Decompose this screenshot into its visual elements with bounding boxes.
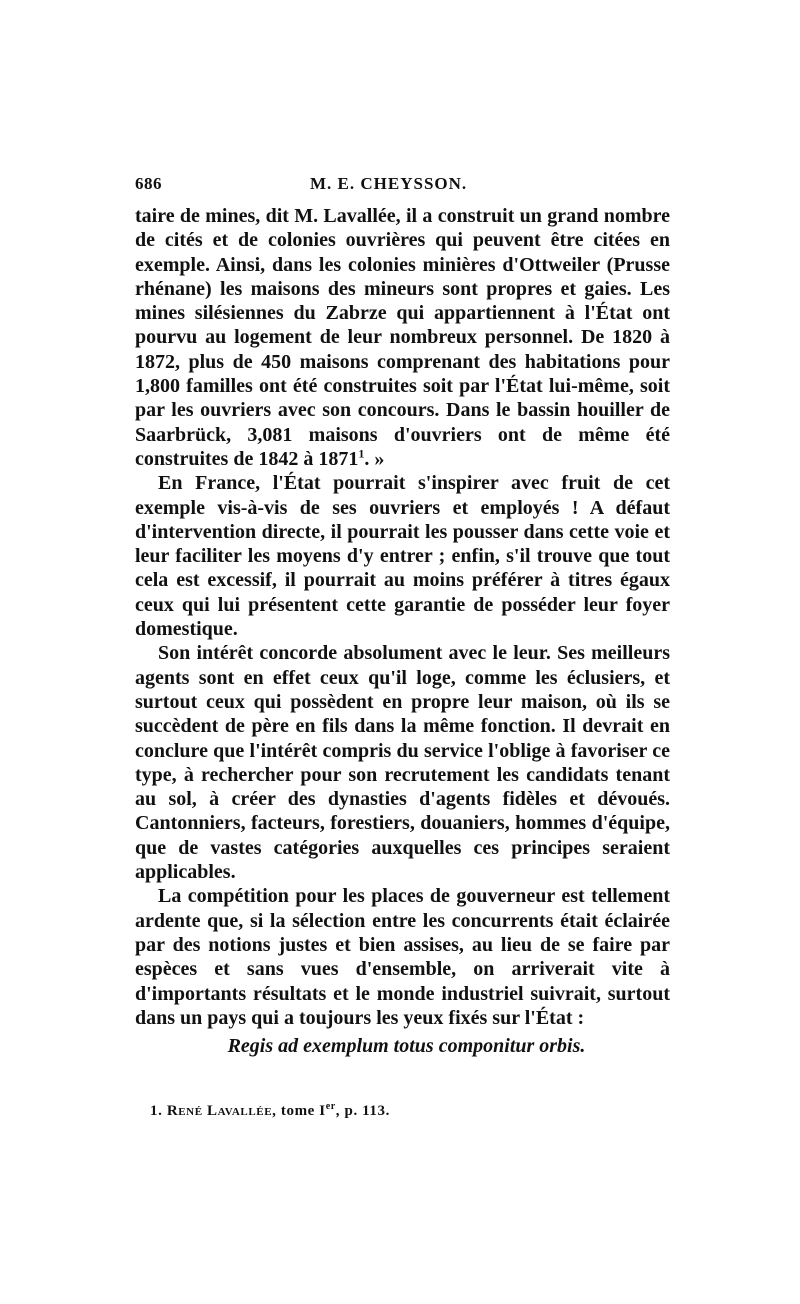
paragraph-1 [135,204,670,471]
footnote-volume-superscript: er [325,1101,336,1112]
paragraph-2: En France, l'État pourrait s'inspirer avec fruit de cet exemple vis-à-vis de ses ouvriers et employés ! A défaut d'intervention directe, il pourrait les pousser dans cette voie et leur faciliter les moyens d'y entrer ; enfin, s'il trouve que tout cela est excessif, il pourrait au moins préférer à titres égaux ceux qui lui présentent cette garantie de posséder leur foyer domestique. [135,472,670,641]
running-title: M. E. CHEYSSON. [310,174,468,193]
running-head [135,174,670,200]
paragraph-1-closing: . » [364,447,385,470]
page-number: 686 [135,174,162,193]
paragraph-1-text: taire de mines, dit M. Lavallée, il a construit un grand nombre de cités et de colonies ouvrières qui peuvent être citées en exemple. Ainsi, dans les colonies minières d'Ottweiler (Prusse rhénane) les maisons des mineurs sont propres et gaies. Les mines silésiennes du Zabrze qui appartiennent à l'État ont pourvu au logement de leur nombreux personnel. De 1820 à 1872, plus de 450 maisons comprenant des habitations pour 1,800 familles ont été construites soit par l'État lui-même, soit par les ouvriers avec son concours. Dans le bassin houiller de Saarbrück, 3,081 maisons d'ouvriers ont de même été construites de 1842 à 1871 [135,205,670,470]
footnote-number: 1. [150,1103,163,1119]
latin-quote: Regis ad exemplum totus componitur orbis. [227,1035,586,1058]
footnote-page: , p. 113. [335,1103,390,1119]
body-text [135,204,670,1058]
footnote-author: René Lavallée [166,1103,273,1119]
footnote [150,1103,650,1120]
paragraph-3: Son intérêt concorde absolument avec le leur. Ses meilleurs agents sont en effet ceux qu'il loge, comme les éclusiers, et surtout ceux qui possèdent en propre leur maison, où ils se succèdent de père en fils dans la même fonction. Il devrait en conclure que l'intérêt compris du service l'oblige à favoriser ce type, à rechercher pour son recrutement les candidats tenant au sol, à créer des dynasties d'agents fidèles et dévoués. Cantonniers, facteurs, forestiers, douaniers, hommes d'équipe, que de vastes catégories auxquelles ces principes seraient applicables. [135,642,670,884]
footnote-volume: , tome I [272,1103,326,1119]
footnote-reference: 1 [358,446,365,461]
paragraph-4: La compétition pour les places de gouverneur est tellement ardente que, si la sélection entre les concurrents était éclairée par des notions justes et bien assises, au lieu de se faire par espèces et sans vues d'ensemble, on arriverait vite à d'importants résultats et le monde industriel suivrait, surtout dans un pays qui a toujours les yeux fixés sur l'État : [135,885,670,1029]
